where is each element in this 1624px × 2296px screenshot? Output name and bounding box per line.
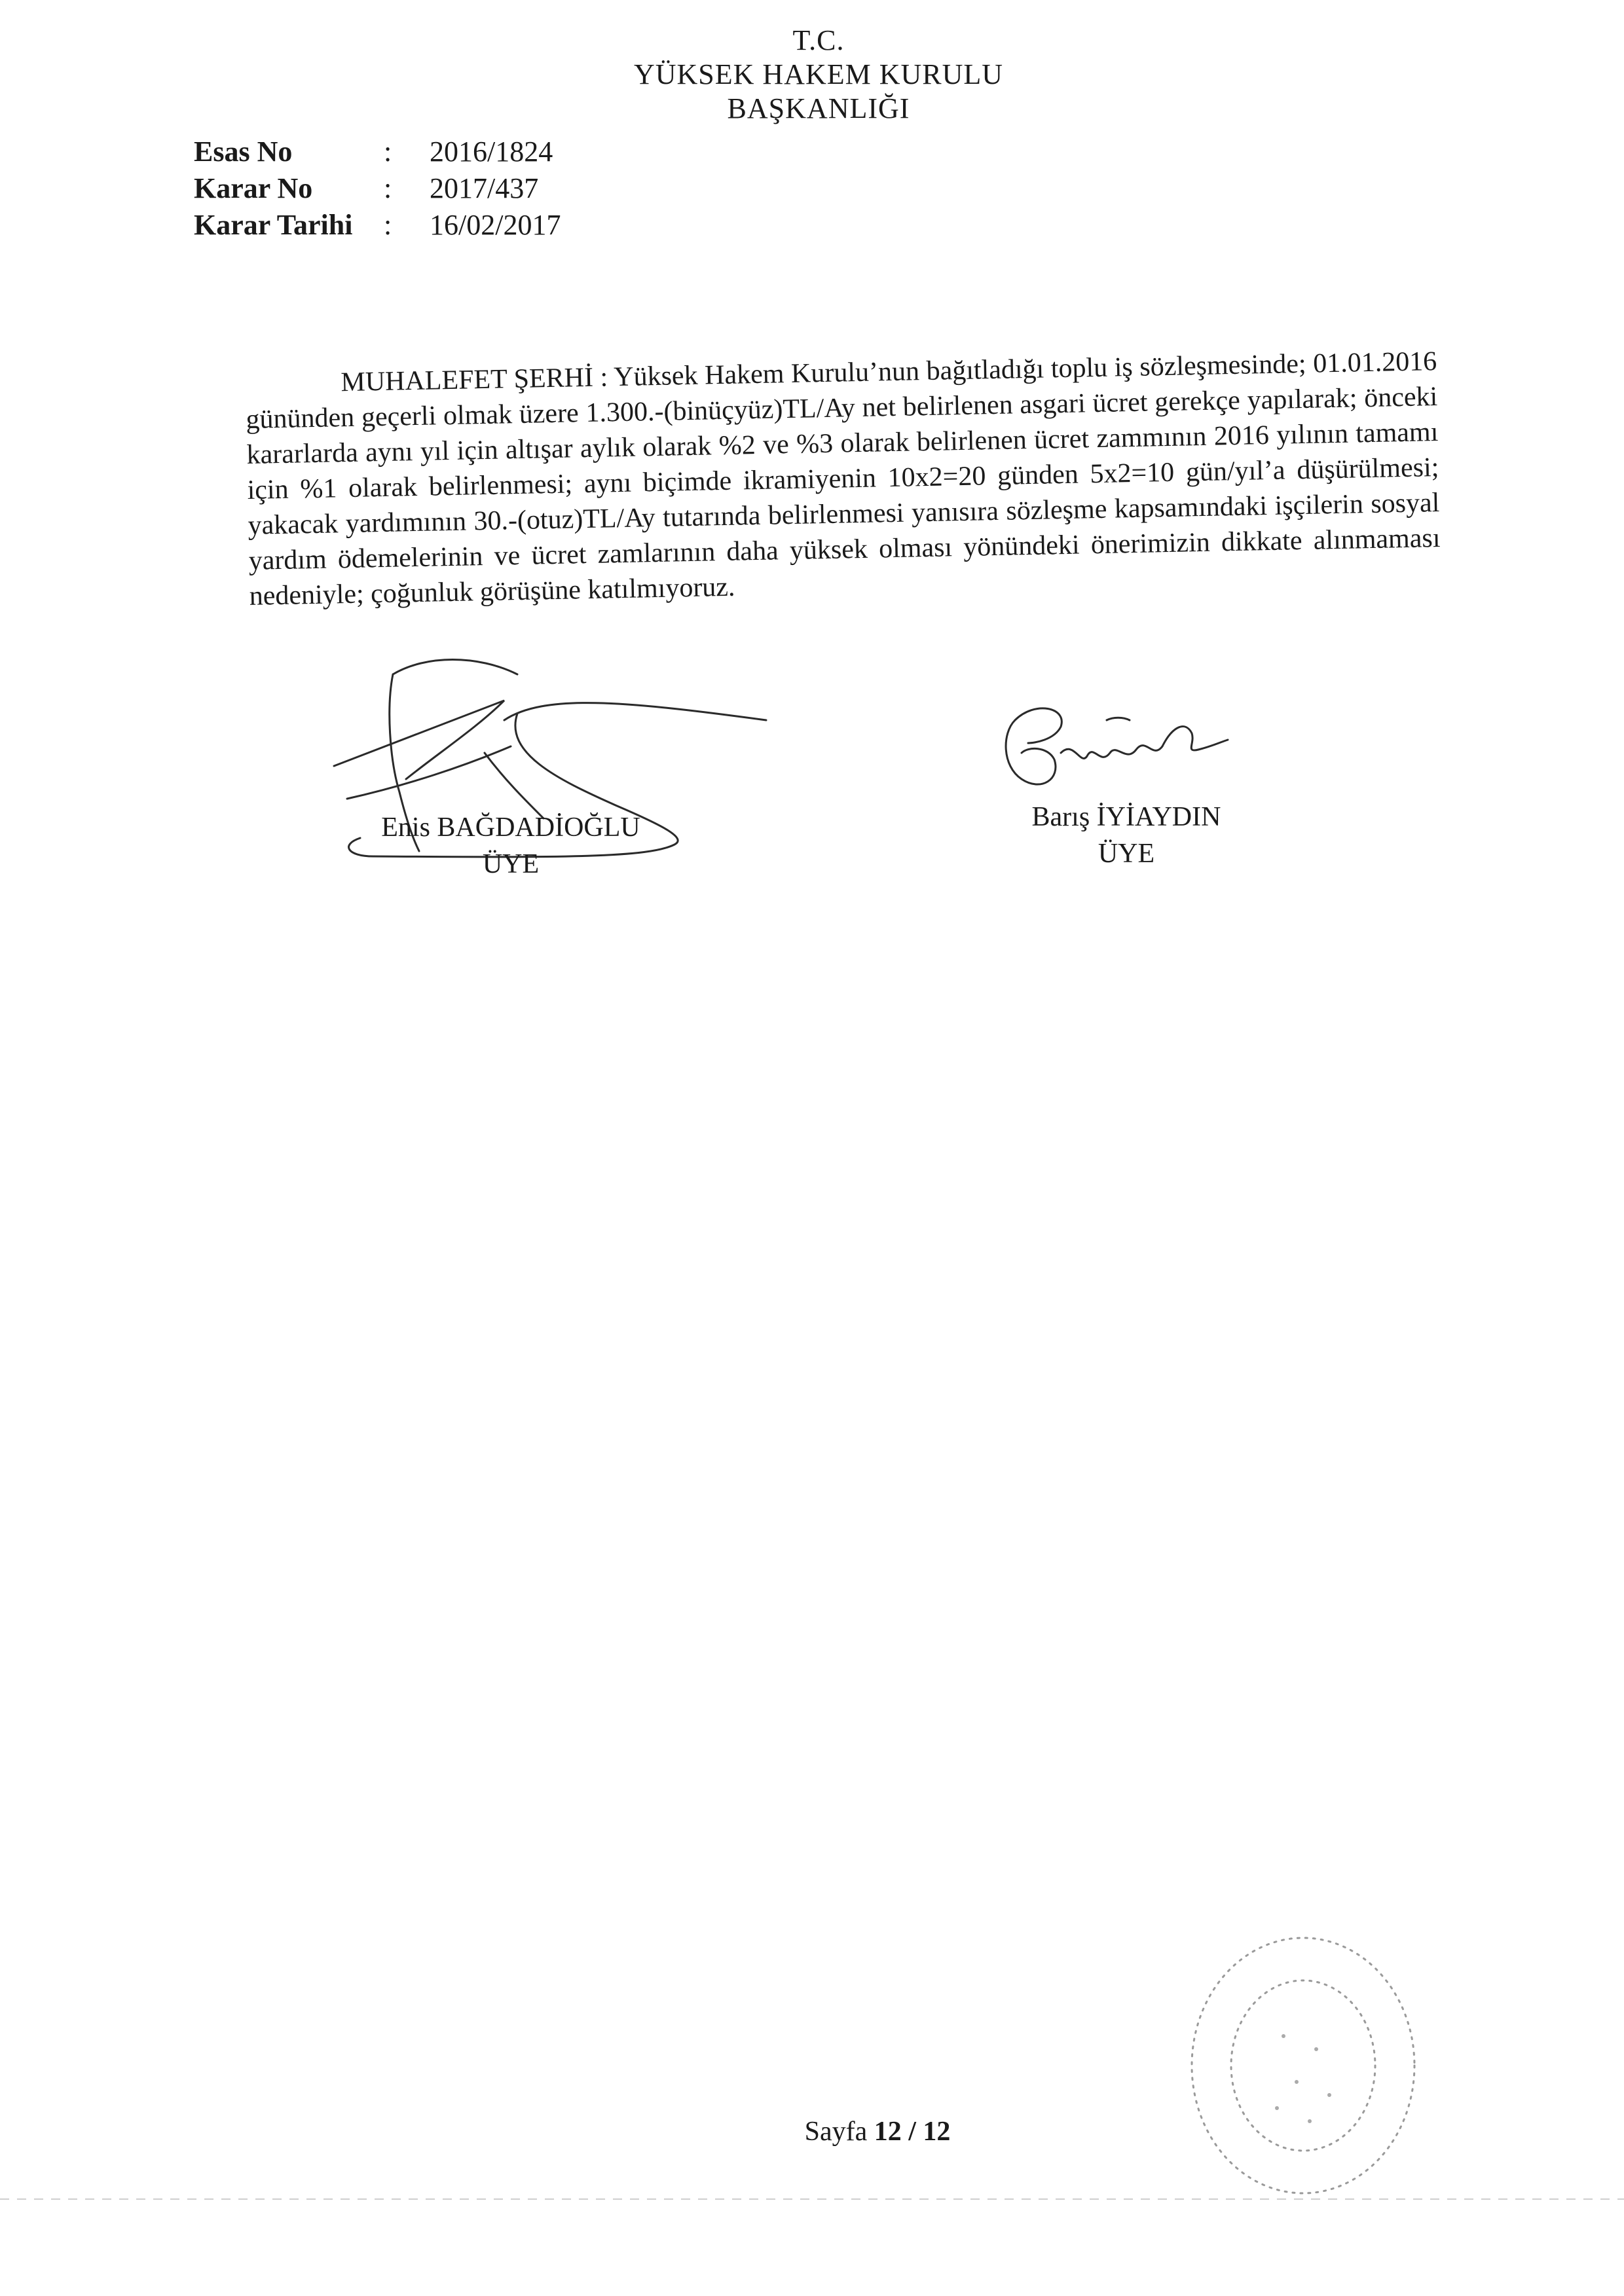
signatory-name: Barış İYİAYDIN bbox=[1031, 802, 1221, 832]
dissent-paragraph: MUHALEFET ŞERHİ : Yüksek Hakem Kurulu’nun bağıtladığı toplu iş sözleşmesinde; 01.01.2016 gününden geçerli olmak üzere 1.300.-(binüçyüz)TL/Ay net belirlenen asgari ücret gerekçe yapılarak; önceki kararlarda aynı yıl için altışar aylık olarak %2 ve %3 olarak belirlenen ücret zammının 2016 yılının tamamı için %1 olarak belirlenmesi; aynı biçimde ikramiyenin 10x2=20 günden 5x2=10 gün/yıl’a düşürülmesi; yakacak yardımının 30.-(otuz)TL/Ay tutarında belirlenmesi yanısıra sözleşme kapsamındaki işçilerin sosyal yardım ödemelerinin ve ücret zamlarının daha yüksek olması yönündeki önerimizin dikkate alınmaması nedeniyle; çoğunluk görüşüne katılmıyoruz. bbox=[246, 346, 1441, 611]
meta-separator: : bbox=[384, 209, 392, 241]
meta-separator: : bbox=[384, 136, 392, 168]
scan-edge-divider bbox=[0, 2198, 1624, 2200]
meta-separator: : bbox=[384, 172, 392, 204]
meta-row-karar bbox=[194, 170, 731, 207]
meta-value: 2017/437 bbox=[430, 172, 539, 204]
page-number: 12 / 12 bbox=[874, 2117, 951, 2147]
meta-label: Esas No bbox=[194, 136, 293, 168]
faded-stamp-icon bbox=[1179, 1925, 1428, 2206]
header-line-tc: T.C. bbox=[792, 24, 845, 56]
document-header bbox=[550, 24, 1087, 126]
page-footer bbox=[747, 2116, 1008, 2147]
page-label: Sayfa bbox=[804, 2117, 874, 2147]
signatory-right bbox=[956, 799, 1297, 872]
meta-row-karar-tarihi bbox=[194, 207, 731, 244]
header-line-institution: YÜKSEK HAKEM KURULU bbox=[633, 58, 1004, 90]
meta-value: 2016/1824 bbox=[430, 136, 553, 168]
signatory-role: ÜYE bbox=[482, 849, 540, 879]
meta-row-esas bbox=[194, 134, 731, 170]
case-metadata bbox=[194, 134, 731, 244]
signature-right-icon bbox=[976, 681, 1238, 805]
meta-value: 16/02/2017 bbox=[430, 209, 561, 241]
meta-label: Karar No bbox=[194, 172, 313, 204]
signatory-name: Enis BAĞDADİOĞLU bbox=[381, 812, 640, 843]
header-line-presidency: BAŞKANLIĞI bbox=[727, 92, 910, 124]
signatory-role: ÜYE bbox=[1098, 839, 1155, 869]
meta-label: Karar Tarihi bbox=[194, 209, 353, 241]
signatory-left bbox=[321, 809, 701, 883]
